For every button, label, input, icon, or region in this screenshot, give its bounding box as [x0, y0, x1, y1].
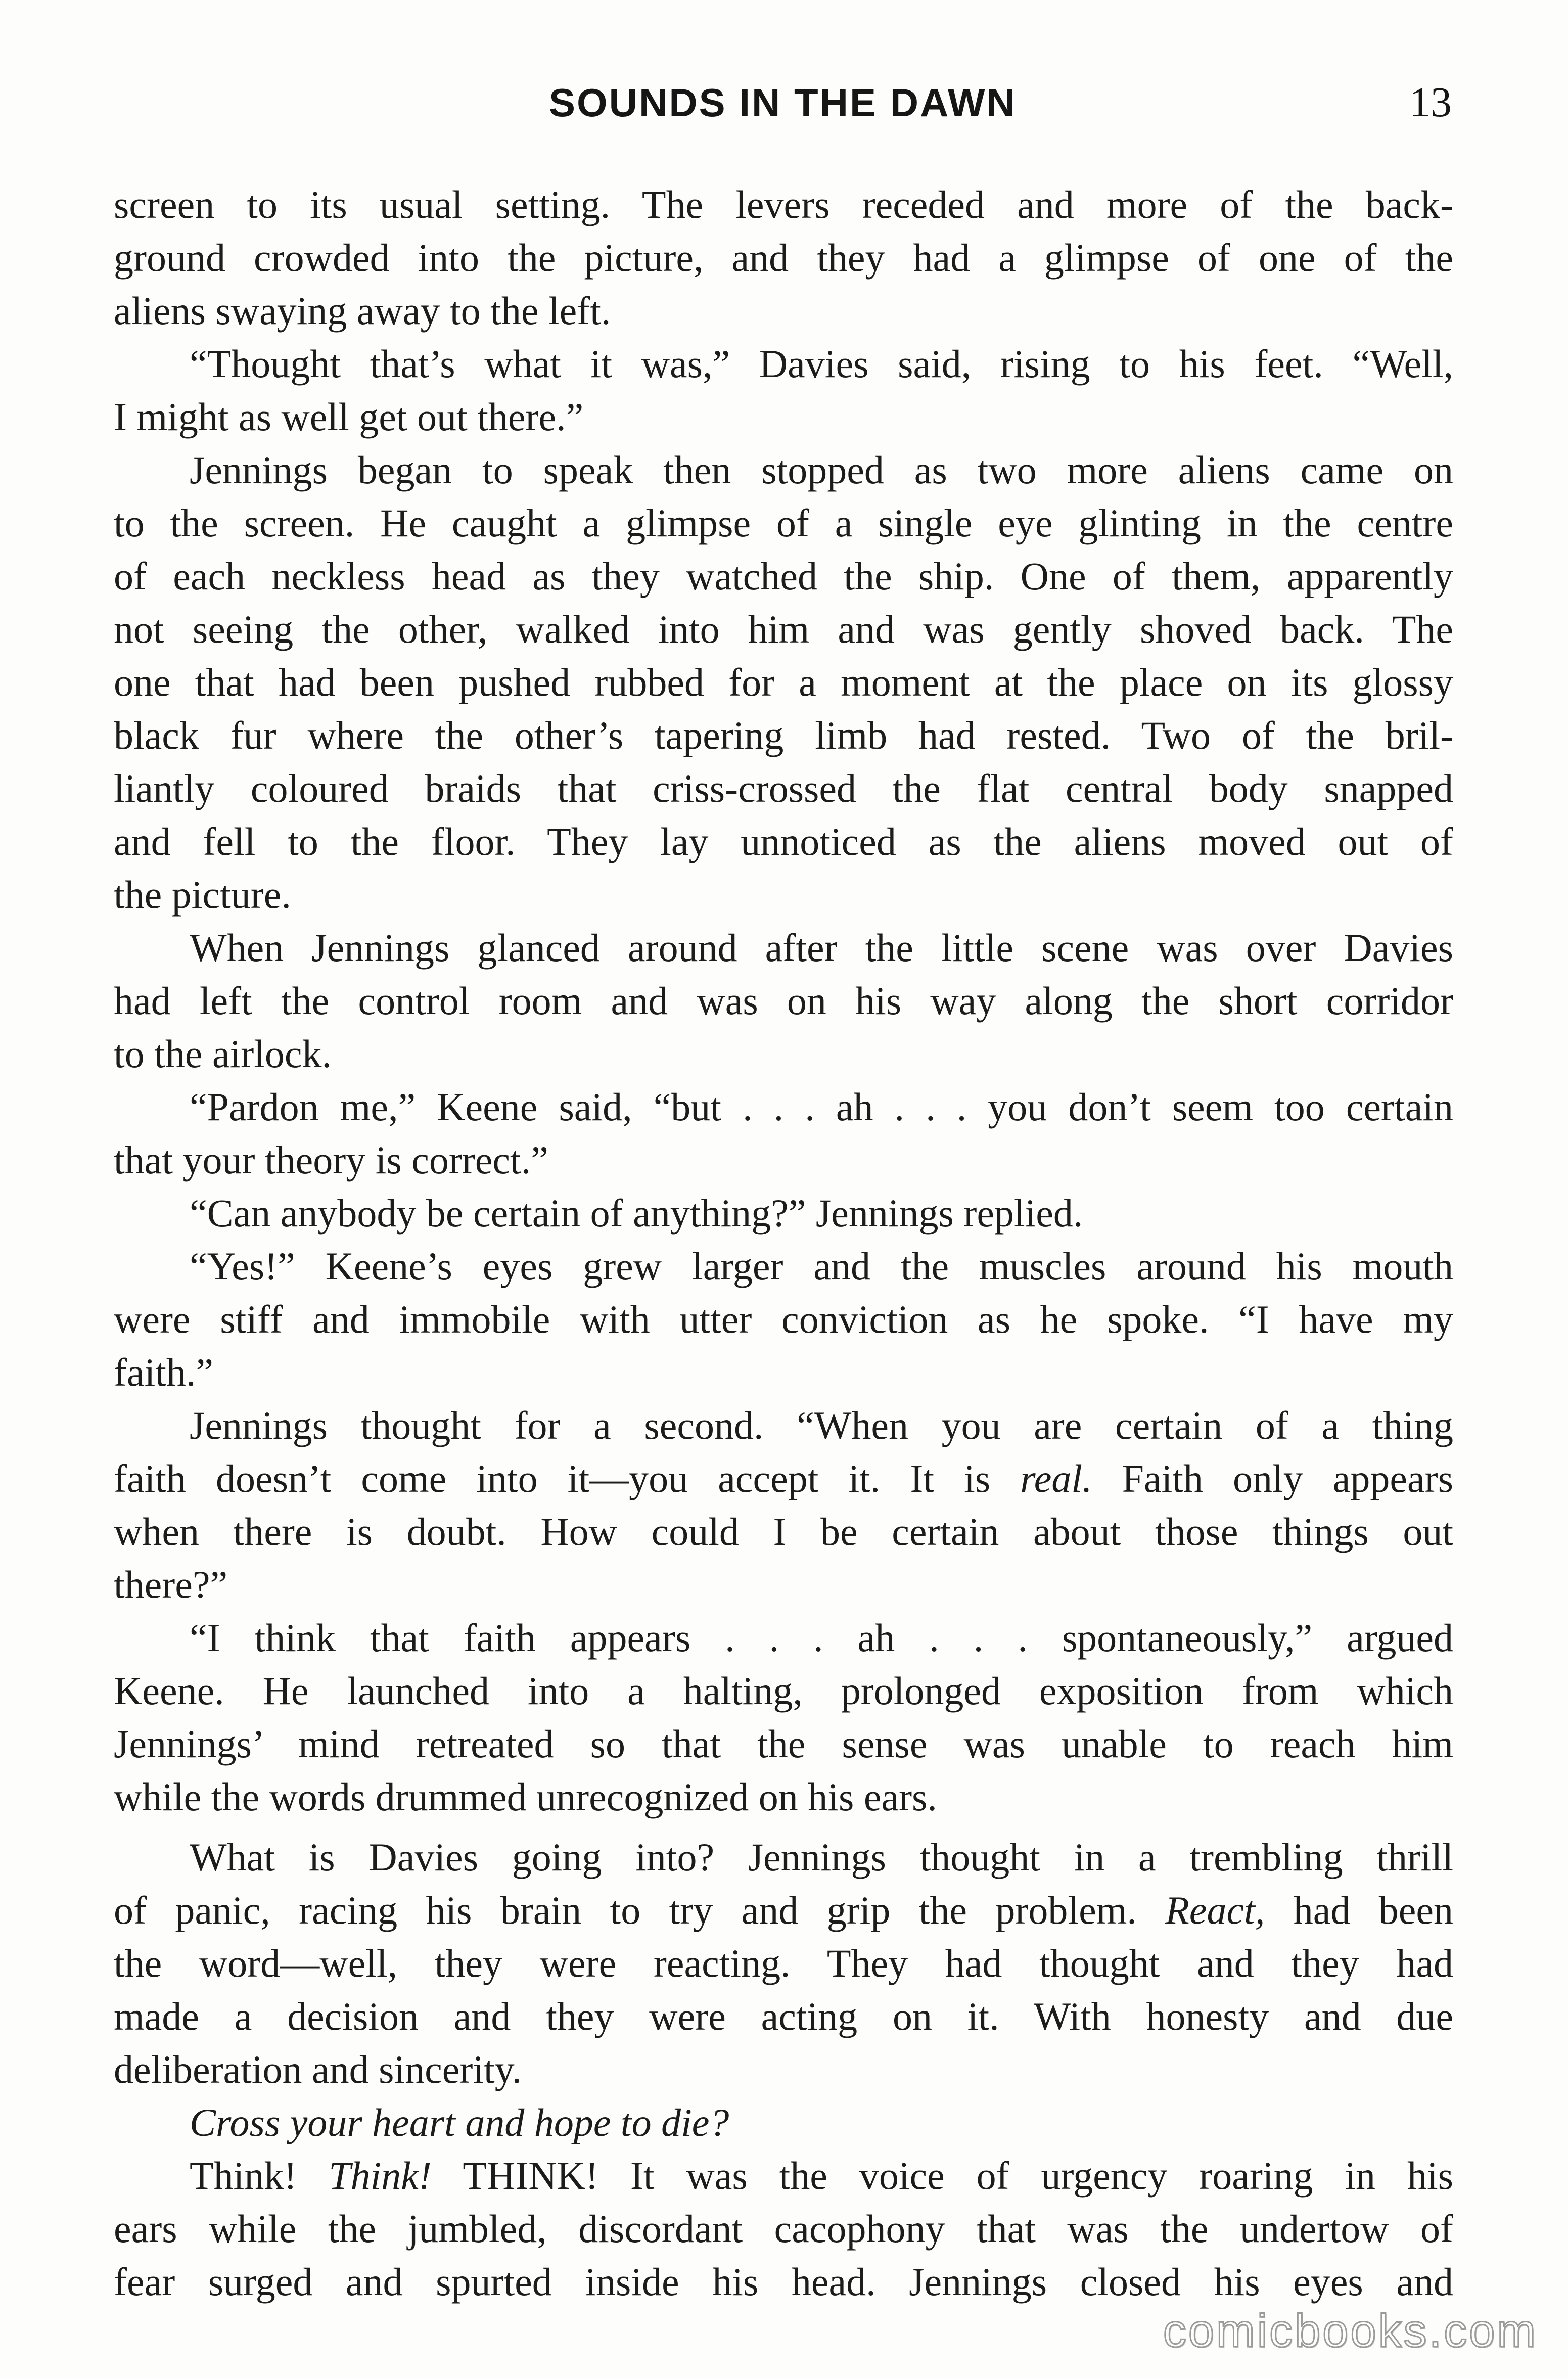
- text-line: aliens swaying away to the left.: [114, 289, 611, 333]
- text-line: Jennings began to speak then stopped as two more aliens came on: [190, 448, 1453, 492]
- text-line: had left the control room and was on his way along the short corridor: [114, 979, 1453, 1023]
- text-line: fear surged and spurted inside his head. Jennings closed his eyes and: [114, 2260, 1453, 2304]
- text-line: made a decision and they were acting on it. With honesty and due: [114, 1994, 1453, 2038]
- text-line: Keene. He launched into a halting, prolonged exposition from which: [114, 1669, 1453, 1713]
- text-line: while the words drummed unrecognized on his ears.: [114, 1775, 937, 1819]
- text-line: that your theory is correct.”: [114, 1138, 548, 1182]
- text-line: the word—well, they were reacting. They had thought and they had: [114, 1941, 1453, 1985]
- text-line: Think! Think! THINK! It was the voice of urgency roaring in his: [190, 2154, 1453, 2198]
- text-line: to the airlock.: [114, 1032, 332, 1076]
- text-line: Cross your heart and hope to die?: [190, 2100, 729, 2144]
- text-line: were stiff and immobile with utter conviction as he spoke. “I have my: [114, 1297, 1453, 1341]
- emphasis: React,: [1165, 1888, 1265, 1932]
- text-line: What is Davies going into? Jennings thought in a trembling thrill: [190, 1835, 1453, 1879]
- text-line: faith.”: [114, 1350, 214, 1394]
- text-line: ground crowded into the picture, and they had a glimpse of one of the: [114, 236, 1453, 280]
- text-line: to the screen. He caught a glimpse of a single eye glinting in the centre: [114, 501, 1453, 545]
- running-head: [114, 75, 1452, 130]
- text-line: and fell to the floor. They lay unnoticed as the aliens moved out of: [114, 819, 1453, 863]
- text-line: when there is doubt. How could I be certain about those things out: [114, 1510, 1453, 1553]
- text-line: liantly coloured braids that criss-crossed the flat central body snapped: [114, 766, 1453, 810]
- text-line: “Thought that’s what it was,” Davies said, rising to his feet. “Well,: [190, 342, 1453, 386]
- emphasis: Think!: [329, 2154, 432, 2198]
- text-line: “Can anybody be certain of anything?” Jennings replied.: [190, 1191, 1083, 1235]
- text-line: “Yes!” Keene’s eyes grew larger and the muscles around his mouth: [190, 1244, 1453, 1288]
- text-line: When Jennings glanced around after the little scene was over Davies: [190, 926, 1453, 970]
- watermark-logo: comicbooks.com: [1163, 2305, 1538, 2357]
- text-line: black fur where the other’s tapering limb had rested. Two of the bril-: [114, 713, 1453, 757]
- text-line: ears while the jumbled, discordant cacophony that was the undertow of: [114, 2207, 1453, 2251]
- text-line: Jennings thought for a second. “When you are certain of a thing: [190, 1403, 1453, 1447]
- text-line: not seeing the other, walked into him and was gently shoved back. The: [114, 607, 1453, 651]
- text-line: Jennings’ mind retreated so that the sense was unable to reach him: [114, 1722, 1453, 1766]
- text-line: screen to its usual setting. The levers receded and more of the back-: [114, 182, 1453, 226]
- emphasis: real.: [1020, 1456, 1092, 1500]
- text-line: there?”: [114, 1563, 228, 1607]
- text-line: “I think that faith appears . . . ah . . . spontaneously,” argued: [190, 1616, 1453, 1660]
- text-line: deliberation and sincerity.: [114, 2047, 522, 2091]
- text-line: one that had been pushed rubbed for a moment at the place on its glossy: [114, 660, 1453, 704]
- body-text: [114, 178, 1453, 2308]
- text-line: “Pardon me,” Keene said, “but . . . ah . . . you don’t seem too certain: [190, 1085, 1453, 1129]
- page-number: 13: [1409, 79, 1452, 126]
- text-line: the picture.: [114, 873, 291, 917]
- text-line: of panic, racing his brain to try and grip the problem. React, had been: [114, 1888, 1453, 1932]
- text-line: faith doesn’t come into it—you accept it. It is real. Faith only appears: [114, 1456, 1453, 1500]
- text-line: of each neckless head as they watched the ship. One of them, apparently: [114, 554, 1453, 598]
- running-title: SOUNDS IN THE DAWN: [548, 80, 1017, 125]
- text-line: I might as well get out there.”: [114, 395, 584, 439]
